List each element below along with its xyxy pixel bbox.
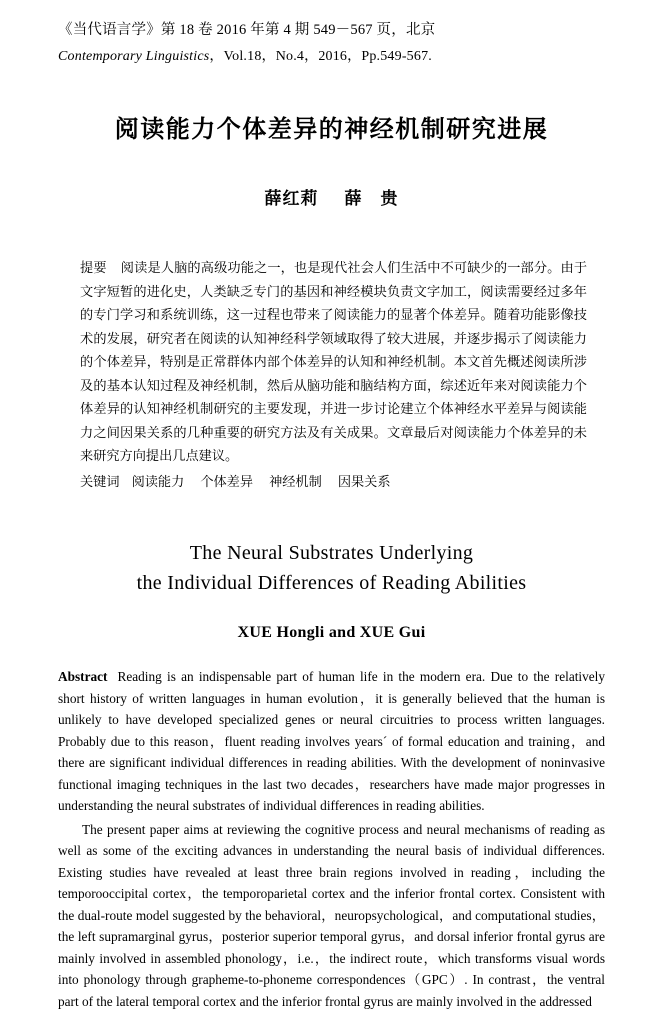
- abstract-english-label: Abstract: [58, 669, 108, 684]
- abstract-english-text-1: Reading is an indispensable part of human life in the modern era. Due to the relatively short history of written languages in human evolution，it is generally believed that the human is unlikely to have developed specialized genes or neural circuitries to process written languages. Probably due to this reason，fluent reading involves years´ of formal education and training，and there are significant individual differences in reading abilities. With the development of noninvasive functional imaging techniques in the last two decades，researchers have made major progresses in understanding the neural substrates of individual differences in reading abilities.: [58, 669, 606, 814]
- page-title-english: [58, 538, 605, 598]
- page-title-chinese: 阅读能力个体差异的神经机制研究进展: [114, 115, 549, 143]
- authors-english: XUE Hongli and XUE Gui: [237, 624, 426, 641]
- keyword-item: 神经机制: [269, 474, 322, 490]
- journal-header-english: [58, 45, 605, 65]
- journal-header-chinese: 《当代语言学》第 18 卷 2016 年第 4 期 549－567 页，北京: [58, 22, 436, 38]
- abstract-chinese: [80, 257, 587, 469]
- keyword-item: 因果关系: [337, 474, 391, 490]
- journal-issue-info: ，Vol.18，No.4，2016，Pp.549-567.: [209, 49, 432, 64]
- keyword-item: 个体差异: [200, 474, 254, 490]
- title-english-line-2: the Individual Differences of Reading Abilities: [136, 572, 527, 594]
- author-chinese-2: 薛 贵: [344, 189, 399, 209]
- title-english-line-1: The Neural Substrates Underlying: [189, 542, 474, 564]
- authors-chinese: [58, 184, 605, 209]
- journal-name-english: Contemporary Linguistics: [58, 49, 210, 64]
- abstract-chinese-label: 提要: [80, 261, 107, 276]
- keywords-chinese: [80, 471, 587, 495]
- keyword-item: 阅读能力: [131, 474, 185, 490]
- abstract-english-paragraph-1: [58, 666, 605, 817]
- abstract-chinese-block: [58, 257, 605, 494]
- keywords-label: 关键词: [80, 474, 120, 490]
- abstract-chinese-text: 阅读是人脑的高级功能之一，也是现代社会人们生活中不可缺少的一部分。由于文字短暂的进化史，人类缺乏专门的基因和神经模块负责文字加工，阅读需要经过多年的专门学习和系统训练，这一过程也带来了阅读能力的显著个体差异。随着功能影像技术的发展，研究者在阅读的认知神经科学领域取得了较大进展，并逐步揭示了阅读能力的个体差异，特别是正常群体内部个体差异的认知和神经机制。本文首先概述阅读所涉及的基本认知过程及神经机制，然后从脑功能和脑结构方面，综述近年来对阅读能力个体差异的认知神经机制研究的主要发现，并进一步讨论建立个体神经水平差异与阅读能力之间因果关系的几种重要的研究方法及有关成果。文章最后对阅读能力个体差异的未来研究方向提出几点建议。: [80, 261, 588, 464]
- abstract-english-paragraph-2: The present paper aims at reviewing the cognitive process and neural mechanisms of reading as well as some of the exciting advances in understanding the neural basis of individual differences. Existing studies have revealed at least three brain regions involved in reading，including the temporooccipital cortex，the temporoparietal cortex and the inferior frontal cortex. Consistent with the dual-route model suggested by the behavioral，neuropsychological，and computational studies，the left supramarginal gyrus，posterior superior temporal gyrus，and dorsal inferior frontal gyrus are mainly involved in assembled phonology，i.e.，the indirect route，which transforms visual words into phonology through grapheme-to-phoneme correspondences（GPC）. In contrast，the ventral part of the lateral temporal cortex and the inferior frontal gyrus are mainly involved in the addressed: [58, 821, 605, 1009]
- author-chinese-1: 薛红莉: [264, 189, 319, 209]
- abstract-english-block: [58, 666, 605, 1013]
